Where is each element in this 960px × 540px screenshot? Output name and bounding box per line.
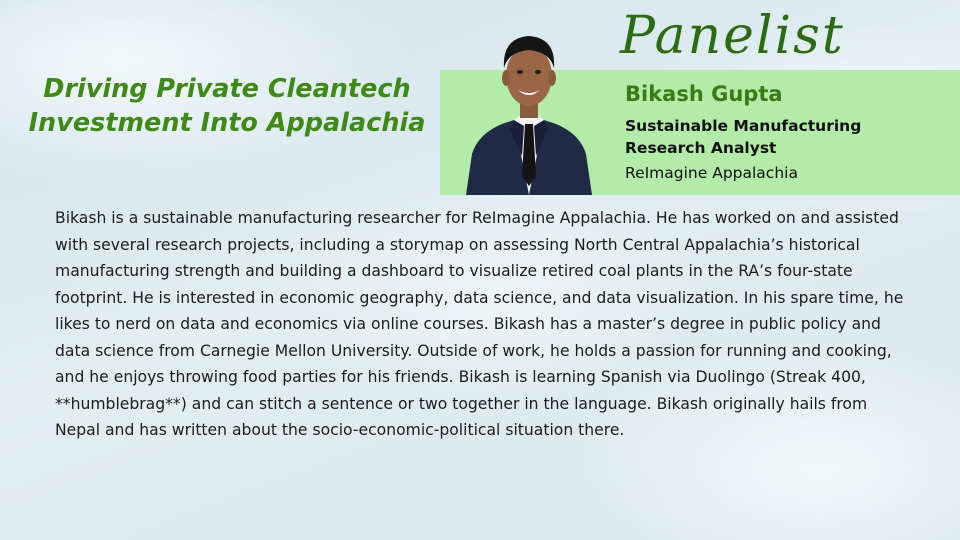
panelist-label: Panelist [620,6,845,66]
panelist-organization: ReImagine Appalachia [625,164,798,182]
panelist-name: Bikash Gupta [625,82,783,106]
panelist-photo [462,26,596,195]
panelist-role: Sustainable Manufacturing Research Analyst [625,117,862,157]
panelist-bio: Bikash is a sustainable manufacturing researcher for ReImagine Appalachia. He has worked on and assisted with several research projects, including a storymap on assessing North Central Appalachia’s historical manufacturing strength and building a dashboard to visualize retired coal plants in the RA’s four-state footprint. He is interested in economic geography, data science, and data visualization. In his spare time, he likes to nerd on data and economics via online courses. Bikash has a master’s degree in public policy and data science from Carnegie Mellon University. Outside of work, he holds a passion for running and cooking, and he enjoys throwing food parties for his friends. Bikash is learning Spanish via Duolingo (Streak 400, **humblebrag**) and can stitch a sentence or two together in the language. Bikash originally hails from Nepal and has written about the socio-economic-political situation there. [55,209,904,439]
panel-title: Driving Private Cleantech Investment Into Appalachia [28,74,426,138]
